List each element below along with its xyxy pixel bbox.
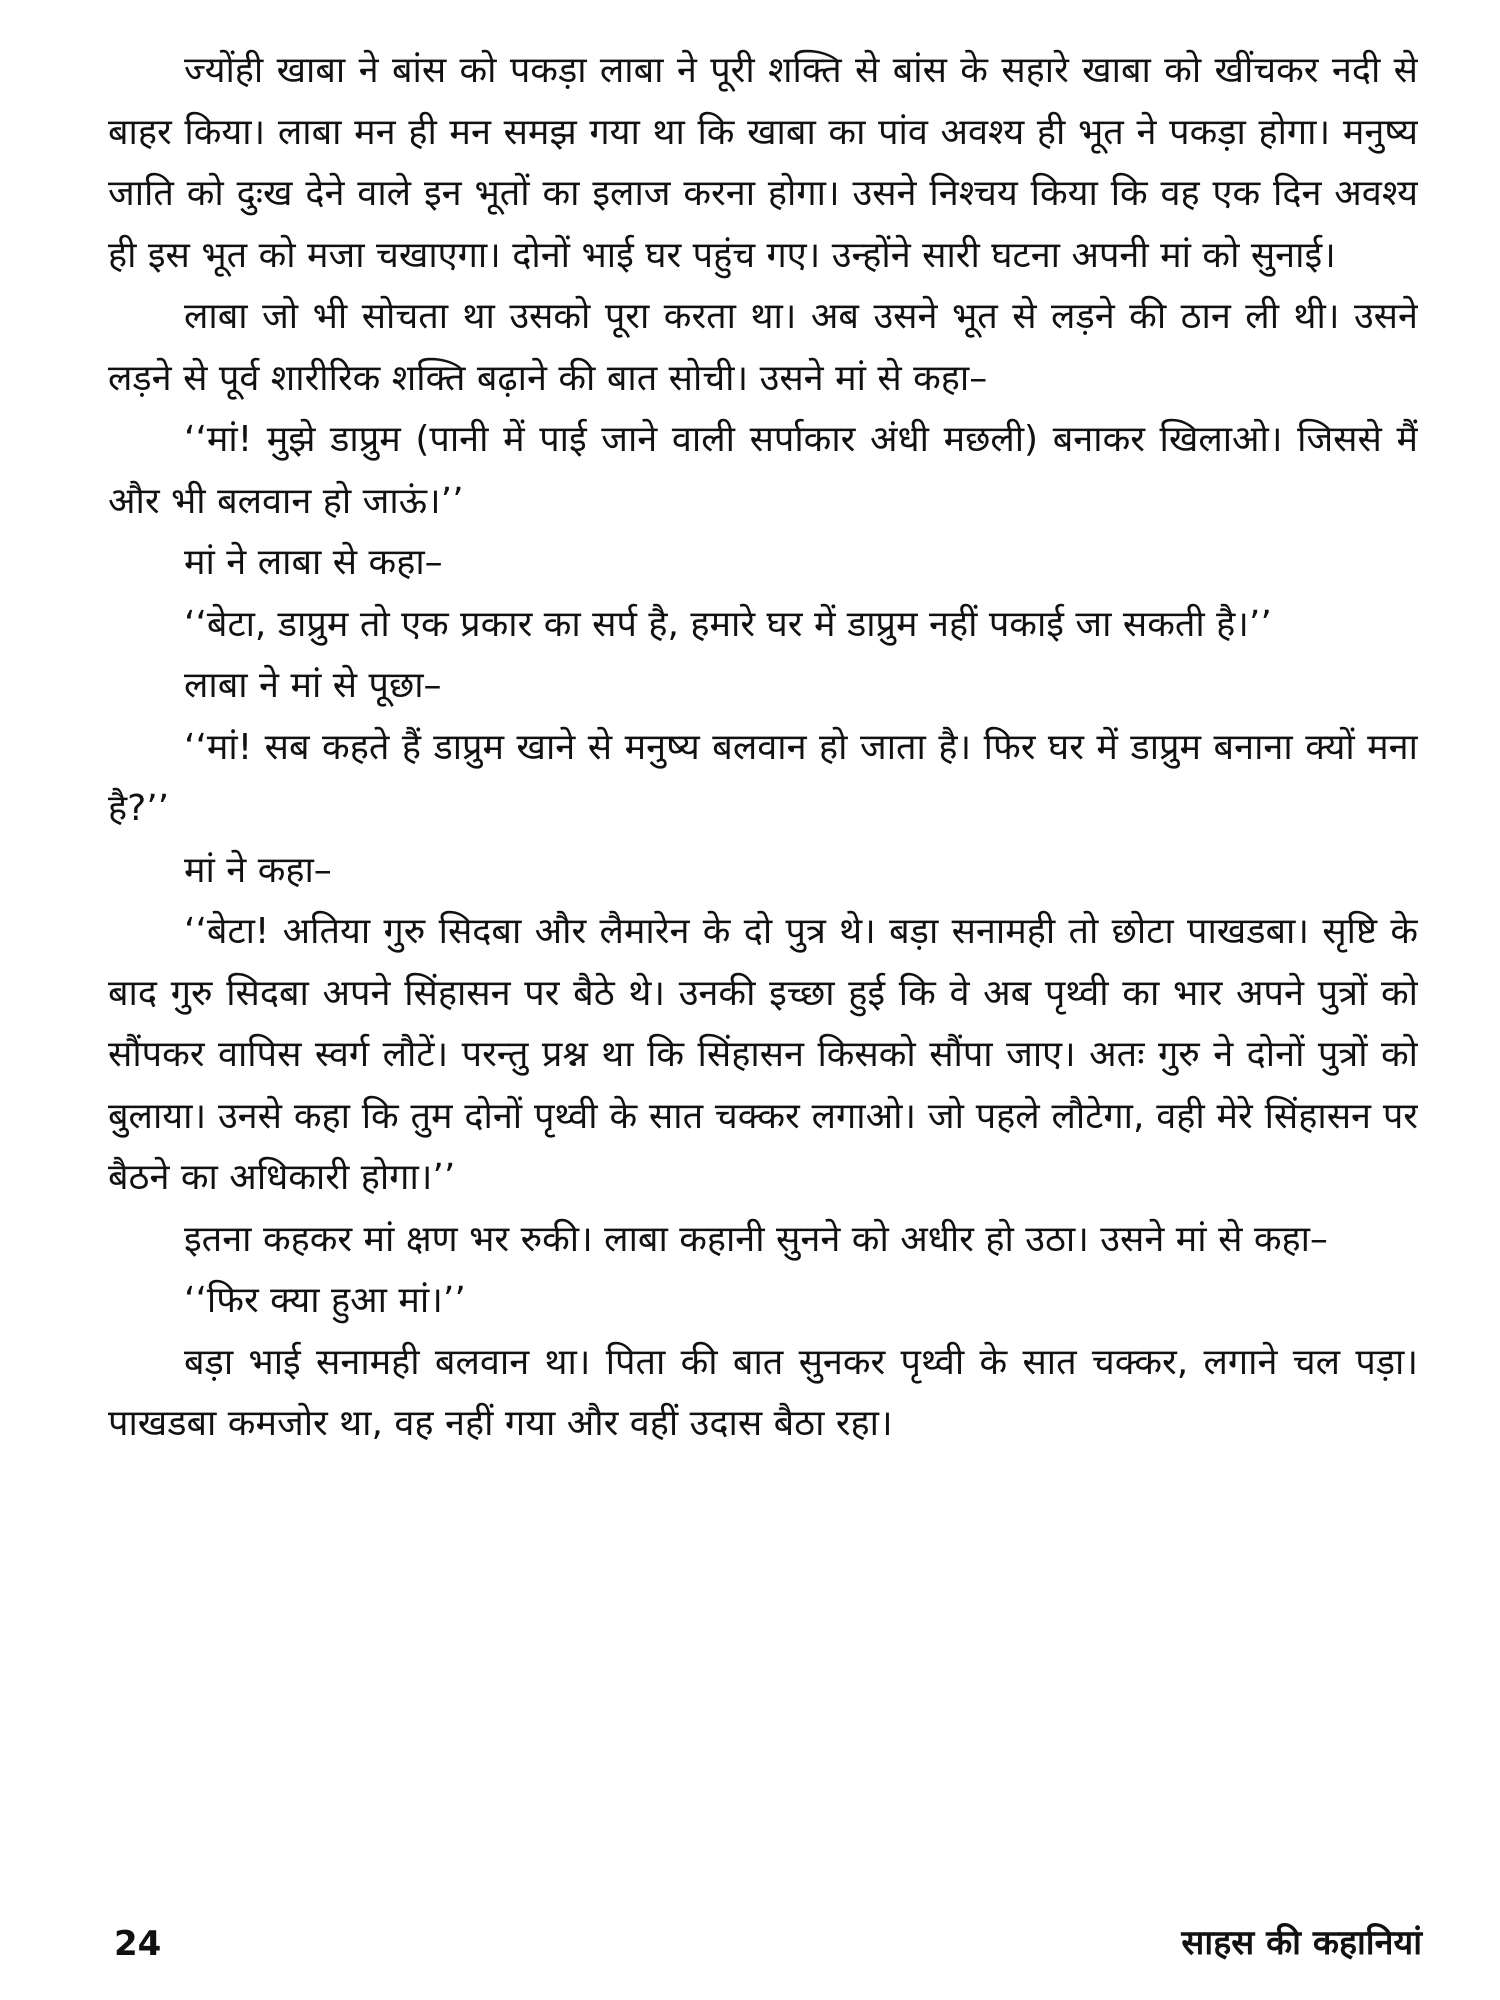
paragraph-8: मां ने कहा– (184, 849, 332, 891)
page-body (108, 40, 1418, 1880)
paragraph-9: ‘‘बेटा! अतिया गुरु सिदबा और लैमारेन के दो पुत्र थे। बड़ा सनामही तो छोटा पाखडबा। सृष्टि के बाद गुरु सिदबा अपने सिंहासन पर बैठे थे। उनकी इच्छा हुई कि वे अब पृथ्वी का भार अपने पुत्रों को सौंपकर वापिस स्वर्ग लौटें। परन्तु प्रश्न था कि सिंहासन किसको सौंपा जाए। अतः गुरु ने दोनों पुत्रों को बुलाया। उनसे कहा कि तुम दोनों पृथ्वी के सात चक्कर लगाओ। जो पहले लौटेगा, वही मेरे सिंहासन पर बैठने का अधिकारी होगा।’’ (108, 911, 1418, 1198)
book-title: साहस की कहानियां (1181, 1923, 1422, 1963)
paragraph-1: ज्योंही खाबा ने बांस को पकड़ा लाबा ने पूरी शक्ति से बांस के सहारे खाबा को खींचकर नदी से बाहर किया। लाबा मन ही मन समझ गया था कि खाबा का पांव अवश्य ही भूत ने पकड़ा होगा। मनुष्य जाति को दुःख देने वाले इन भूतों का इलाज करना होगा। उसने निश्चय किया कि वह एक दिन अवश्य ही इस भूत को मजा चखाएगा। दोनों भाई घर पहुंच गए। उन्होंने सारी घटना अपनी मां को सुनाई। (108, 50, 1418, 276)
paragraph-2: लाबा जो भी सोचता था उसको पूरा करता था। अब उसने भूत से लड़ने की ठान ली थी। उसने लड़ने से पूर्व शारीरिक शक्ति बढ़ाने की बात सोची। उसने मां से कहा– (108, 296, 1418, 399)
paragraph-3: ‘‘मां! मुझे डाप्रुम (पानी में पाई जाने वाली सर्पाकार अंधी मछली) बनाकर खिलाओ। जिससे मैं और भी बलवान हो जाऊं।’’ (108, 419, 1418, 522)
paragraph-5: ‘‘बेटा, डाप्रुम तो एक प्रकार का सर्प है, हमारे घर में डाप्रुम नहीं पकाई जा सकती है।’’ (184, 603, 1272, 645)
page-footer (108, 1918, 1422, 1978)
paragraph-4: मां ने लाबा से कहा– (184, 542, 443, 583)
paragraph-6: लाबा ने मां से पूछा– (184, 665, 442, 706)
paragraph-12: बड़ा भाई सनामही बलवान था। पिता की बात सुनकर पृथ्वी के सात चक्कर, लगाने चल पड़ा। पाखडबा कमजोर था, वह नहीं गया और वहीं उदास बैठा रहा। (108, 1341, 1418, 1444)
paragraph-10: इतना कहकर मां क्षण भर रुकी। लाबा कहानी सुनने को अधीर हो उठा। उसने मां से कहा– (184, 1218, 1328, 1260)
page-number: 24 (114, 1924, 162, 1964)
paragraph-11: ‘‘फिर क्या हुआ मां।’’ (184, 1280, 466, 1321)
paragraph-7: ‘‘मां! सब कहते हैं डाप्रुम खाने से मनुष्य बलवान हो जाता है। फिर घर में डाप्रुम बनाना क्यों मना है?’’ (108, 726, 1418, 829)
